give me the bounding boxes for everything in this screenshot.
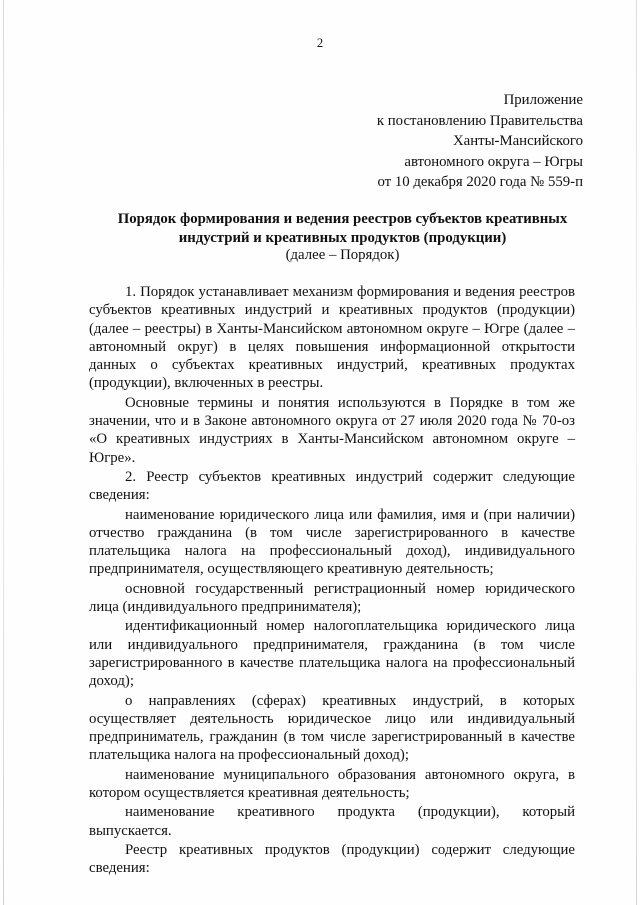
page-edge-right <box>636 0 637 905</box>
page-number: 2 <box>316 36 324 50</box>
paragraph: о направлениях (сферах) креативных индустрий, в которых осуществляет деятельность юридическое лицо или индивидуальный предприниматель, гражданин (в том числе зарегистрированный в качестве плательщика налога на профессиональный доход); <box>89 692 575 764</box>
appendix-line: Ханты-Мансийского <box>452 133 583 149</box>
document-subtitle: (далее – Порядок) <box>285 247 400 263</box>
document-title <box>90 210 595 248</box>
paragraph: наименование муниципального образования автономного округа, в котором осуществляется креативная деятельность; <box>89 766 575 802</box>
appendix-line: автономного округа – Югры <box>404 153 583 170</box>
title-line: индустрий и креативных продуктов (продукции) <box>178 230 507 246</box>
appendix-line: к постановлению Правительства <box>376 112 583 129</box>
document-body <box>89 283 575 878</box>
paragraph: идентификационный номер налогоплательщика юридического лица или индивидуального предпринимателя, гражданина (в том числе зарегистрированного в качестве плательщика налога на профессиональный доход); <box>89 618 575 690</box>
paragraph: наименование юридического лица или фамилия, имя и (при наличии) отчество гражданина (в том числе зарегистрированного в качестве плательщика налога на профессиональный доход), индивидуального предпринимателя, осуществляющего креативную деятельность; <box>89 506 575 578</box>
paragraph: наименование креативного продукта (продукции), который выпускается. <box>89 804 575 839</box>
appendix-line: от 10 декабря 2020 года № 559-п <box>377 174 583 190</box>
paragraph: основной государственный регистрационный номер юридического лица (индивидуального предпринимателя); <box>89 580 575 616</box>
appendix-block <box>283 90 583 193</box>
paragraph: Реестр креативных продуктов (продукции) содержит следующие сведения: <box>89 841 575 877</box>
paragraph: Основные термины и понятия используются в Порядке в том же значении, что и в Законе автономного округа от 27 июля 2020 года № 70-оз «О креативных индустриях в Ханты-Мансийском автономном округе – Югре». <box>89 394 575 466</box>
page-edge-left <box>3 0 4 905</box>
appendix-line: Приложение <box>503 92 583 108</box>
paragraph: 1. Порядок устанавливает механизм формирования и ведения реестров субъектов креативных индустрий и креативных продуктов (продукции) (далее – реестры) в Ханты-Мансийском автономном округе – Югре (далее – автономный округ) в целях повышения информационной открытости данных о субъектах креативных индустрий, креативных продуктах (продукции), включенных в реестры. <box>89 284 575 392</box>
paragraph: 2. Реестр субъектов креативных индустрий содержит следующие сведения: <box>89 468 575 504</box>
title-line: Порядок формирования и ведения реестров субъектов креативных <box>117 211 568 227</box>
